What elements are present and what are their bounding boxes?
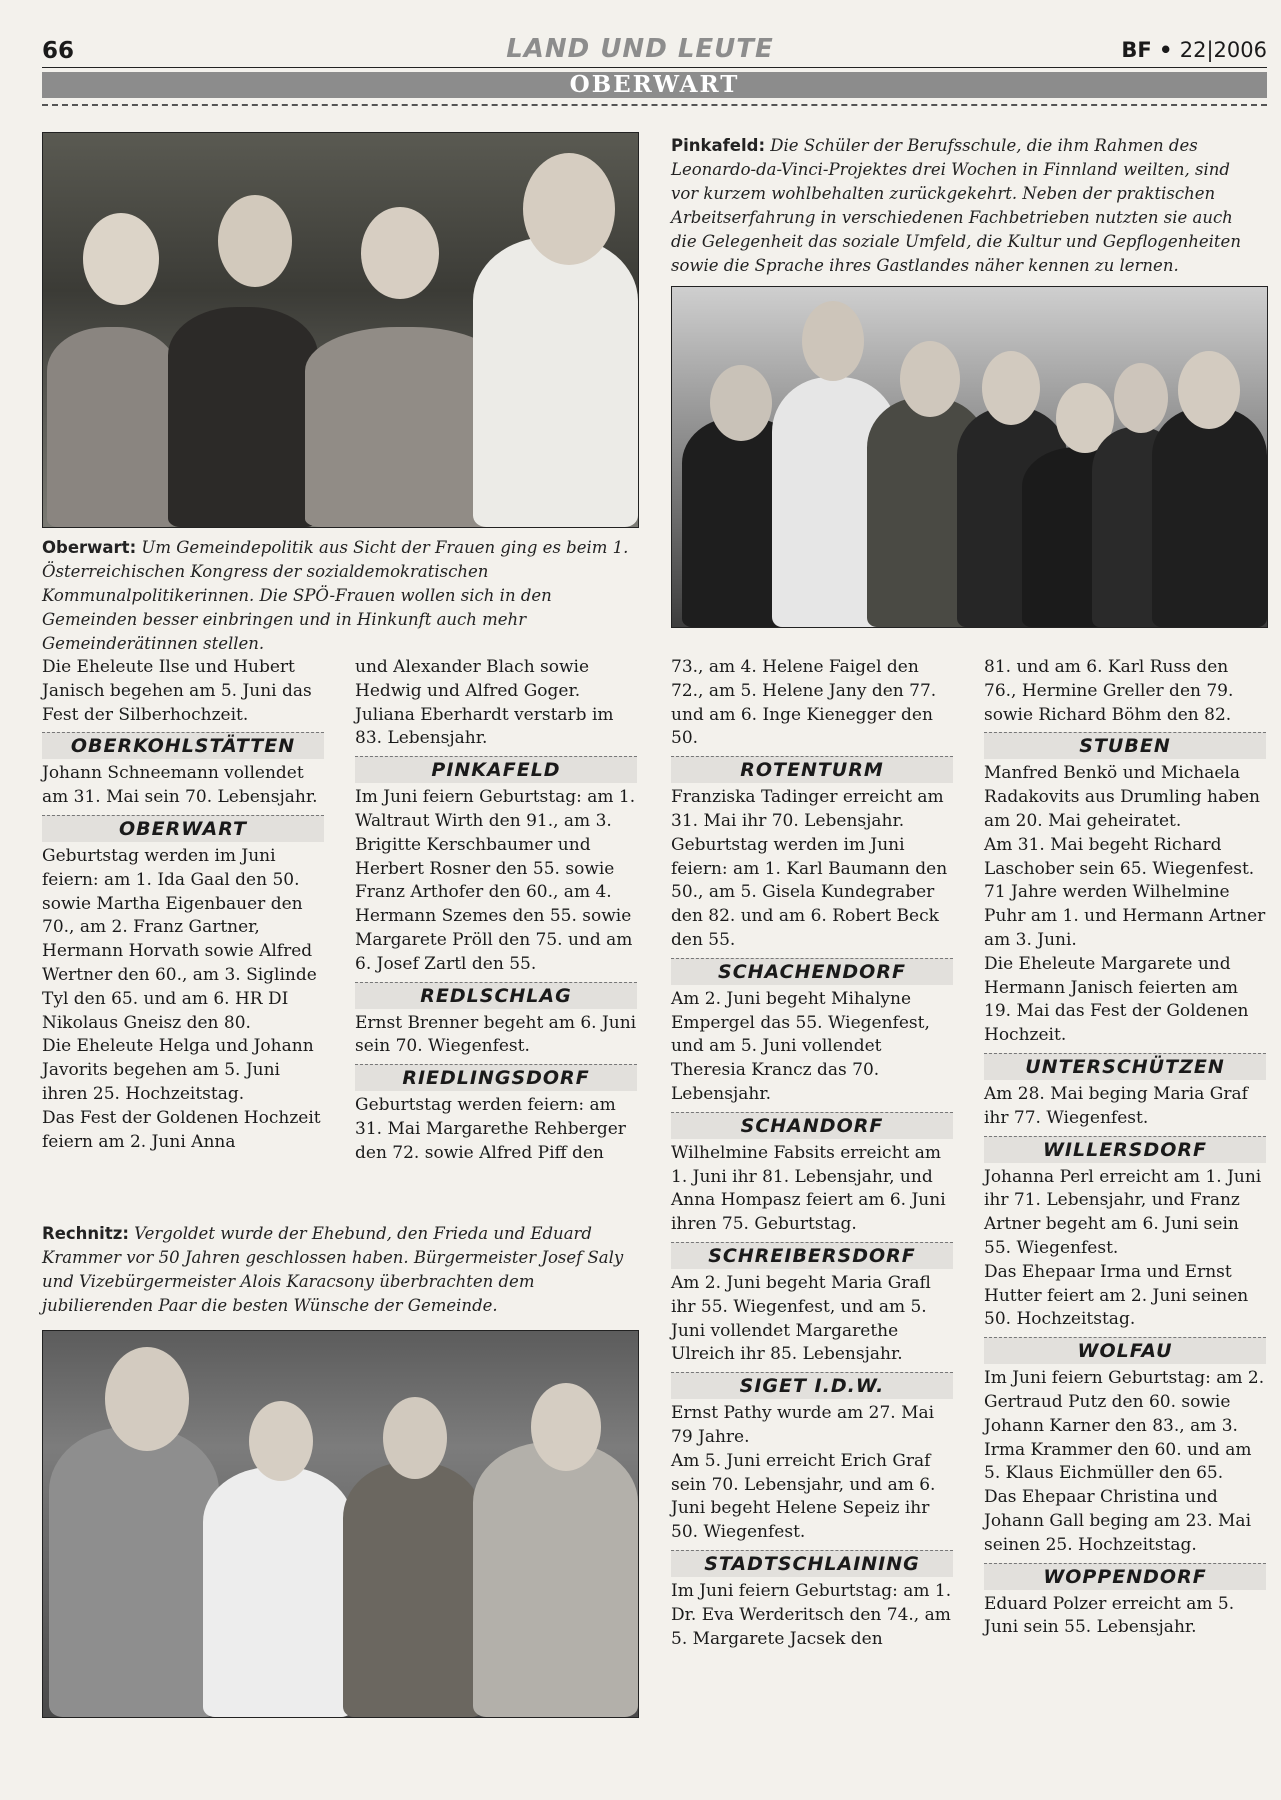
caption-rechnitz-lead: Rechnitz: [42,1224,129,1243]
header-dashed-divider [42,104,1267,106]
issue-number: 22|2006 [1179,38,1267,62]
caption-oberwart-text: Um Gemeindepolitik aus Sicht der Frauen ging es beim 1. Österreichischen Kongress der sozialdemokratischen Kommunalpolitikerinnen. Die SPÖ-Frauen wollen sich in den Gemeinden besser einbringen und in Hinkunft auch mehr Gemeinderätinnen stellen. [42,538,629,653]
issue-label [1121,38,1267,62]
col3-intro: 73., am 4. Helene Faigel den 72., am 5. Helene Jany den 77. und am 6. Inge Kienegger den 50. [671,657,937,749]
heading-schandorf: SCHANDORF [671,1112,953,1139]
photo-pinkafeld-students [671,286,1268,628]
heading-oberkohlstaetten: OBERKOHLSTÄTTEN [42,732,324,759]
text-column-3 [671,656,953,1651]
col4-p4b: Das Ehepaar Christina und Johann Gall beging am 23. Mai seinen 25. Hochzeitstag. [984,1487,1252,1555]
heading-unterschuetzen: UNTERSCHÜTZEN [984,1053,1266,1080]
heading-woppendorf: WOPPENDORF [984,1563,1266,1590]
col2-p3: Geburtstag werden feiern: am 31. Mai Margarethe Rehberger den 72. sowie Alfred Piff den [355,1095,626,1163]
text-column-4 [984,656,1266,1640]
caption-oberwart [42,536,632,656]
heading-siget: SIGET I.D.W. [671,1372,953,1399]
col3-p6: Im Juni feiern Geburtstag: am 1. Dr. Eva Werderitsch den 74., am 5. Margarete Jacsek den [671,1580,952,1649]
photo-oberwart-women [42,132,639,528]
section-title: LAND UND LEUTE [506,34,774,64]
col1-p3: Die Eheleute Helga und Johann Javorits begehen am 5. Juni ihren 25. Hochzeitstag. [42,1036,314,1104]
col3-p2: Am 2. Juni begeht Mihalyne Empergel das 55. Wiegenfest, und am 5. Juni vollendet Theresia Krancz das 70. Lebensjahr. [671,988,930,1104]
col2-intro2: Juliana Eberhardt verstarb im 83. Lebensjahr. [355,704,614,749]
issue-separator: • [1159,38,1173,62]
heading-riedlingsdorf: RIEDLINGSDORF [355,1064,637,1091]
heading-schachendorf: SCHACHENDORF [671,958,953,985]
col1-p2: Geburtstag werden im Juni feiern: am 1. Ida Gaal den 50. sowie Martha Eigenbauer den 70., am 2. Franz Gartner, Hermann Horvath sowie Alfred Wertner den 60., am 3. Siglinde Tyl den 65. und am 6. HR DI Nikolaus Gneisz den 80. [42,845,317,1033]
header-rule [42,67,1267,68]
caption-rechnitz [42,1222,637,1318]
heading-schreibersdorf: SCHREIBERSDORF [671,1242,953,1269]
col4-p4: Im Juni feiern Geburtstag: am 2. Gertraud Putz den 60. sowie Johann Karner den 83., am 3. Irma Krammer den 60. und am 5. Klaus Eichmüller den 65. [984,1368,1265,1484]
col3-p1: Franziska Tadinger erreicht am 31. Mai ihr 70. Lebensjahr. [671,787,944,831]
col1-p1: Johann Schneemann vollendet am 31. Mai sein 70. Lebensjahr. [42,763,318,808]
region-band: OBERWART [42,72,1267,98]
caption-pinkafeld-lead: Pinkafeld: [671,136,766,155]
caption-rechnitz-text: Vergoldet wurde der Ehebund, den Frieda und Eduard Krammer vor 50 Jahren geschlossen haben. Bürgermeister Josef Saly und Vizebürgermeister Alois Karacsony überbrachten dem jubilierenden Paar die besten Wünsche der Gemeinde. [42,1224,624,1315]
heading-rotenturm: ROTENTURM [671,756,953,783]
heading-willersdorf: WILLERSDORF [984,1136,1266,1163]
caption-oberwart-lead: Oberwart: [42,538,137,557]
heading-stuben: STUBEN [984,732,1266,759]
heading-pinkafeld: PINKAFELD [355,756,637,783]
col2-p2: Ernst Brenner begeht am 6. Juni sein 70. Wiegenfest. [355,1012,637,1057]
col3-p4: Am 2. Juni begeht Maria Grafl ihr 55. Wiegenfest, und am 5. Juni vollendet Margarethe Ulreich ihr 85. Lebensjahr. [671,1272,931,1365]
issue-brand: BF [1121,38,1152,62]
photo-rechnitz-couple [42,1330,639,1718]
col2-p1: Im Juni feiern Geburtstag: am 1. Waltraut Wirth den 91., am 3. Brigitte Kerschbaumer und Herbert Rosner den 55. sowie Franz Arthofer den 60., am 4. Hermann Szemes den 55. sowie Margarete Pröll den 75. und am 6. Josef Zartl den 55. [355,787,636,974]
heading-oberwart: OBERWART [42,815,324,842]
col4-p3b: Das Ehepaar Irma und Ernst Hutter feiert am 2. Juni seinen 50. Hochzeitstag. [984,1261,1249,1330]
heading-stadtschlaining: STADTSCHLAINING [671,1550,953,1577]
col4-p1c: 71 Jahre werden Wilhelmine Puhr am 1. und Hermann Artner am 3. Juni. [984,882,1266,950]
col3-p1b: Geburtstag werden im Juni feiern: am 1. Karl Baumann den 50., am 5. Gisela Kundegraber den 82. und am 6. Robert Beck den 55. [671,834,948,950]
text-column-2 [355,656,637,1166]
text-column-1 [42,656,324,1154]
page-number: 66 [42,38,75,64]
col3-p3: Wilhelmine Fabsits erreicht am 1. Juni ihr 81. Lebensjahr, und Anna Hompasz feiert am 6. Juni ihren 75. Geburtstag. [671,1142,946,1235]
heading-redlschlag: REDLSCHLAG [355,982,637,1009]
caption-pinkafeld [671,134,1259,278]
col3-p5: Ernst Pathy wurde am 27. Mai 79 Jahre. [671,1403,935,1447]
caption-pinkafeld-text: Die Schüler der Berufsschule, die ihm Rahmen des Leonardo-da-Vinci-Projektes drei Wochen in Finnland weilten, sind vor kurzem wohlbehalten zurückgekehrt. Neben der praktischen Arbeitserfahrung in verschiedenen Fachbetrieben nutzten sie auch die Gelegenheit das soziale Umfeld, die Kultur und Gepflogenheiten sowie die Sprache ihres Gastlandes näher kennen zu lernen. [671,136,1241,275]
col1-p4: Das Fest der Goldenen Hochzeit feiern am 2. Juni Anna [42,1107,321,1152]
heading-wolfau: WOLFAU [984,1337,1266,1364]
col4-p1: Manfred Benkö und Michaela Radakovits aus Drumling haben am 20. Mai geheiratet. [984,763,1261,831]
col4-intro: 81. und am 6. Karl Russ den 76., Hermine Greller den 79. sowie Richard Böhm den 82. [984,657,1234,725]
col4-p3: Johanna Perl erreicht am 1. Juni ihr 71. Lebensjahr, und Franz Artner begeht am 6. Juni sein 55. Wiegenfest. [984,1166,1262,1258]
col4-p1d: Die Eheleute Margarete und Hermann Janisch feierten am 19. Mai das Fest der Goldenen Hochzeit. [984,953,1249,1046]
col1-intro: Die Eheleute Ilse und Hubert Janisch begehen am 5. Juni das Fest der Silberhochzeit. [42,657,312,725]
col3-p5b: Am 5. Juni erreicht Erich Graf sein 70. Lebensjahr, und am 6. Juni begeht Helene Sepeiz ihr 50. Wiegenfest. [671,1450,936,1543]
col4-p2: Am 28. Mai beging Maria Graf ihr 77. Wiegenfest. [984,1083,1248,1128]
col4-p5: Eduard Polzer erreicht am 5. Juni sein 55. Lebensjahr. [984,1593,1235,1638]
col2-intro: und Alexander Blach sowie Hedwig und Alfred Goger. [355,657,590,701]
col4-p1b: Am 31. Mai begeht Richard Laschober sein 65. Wiegenfest. [984,834,1255,879]
